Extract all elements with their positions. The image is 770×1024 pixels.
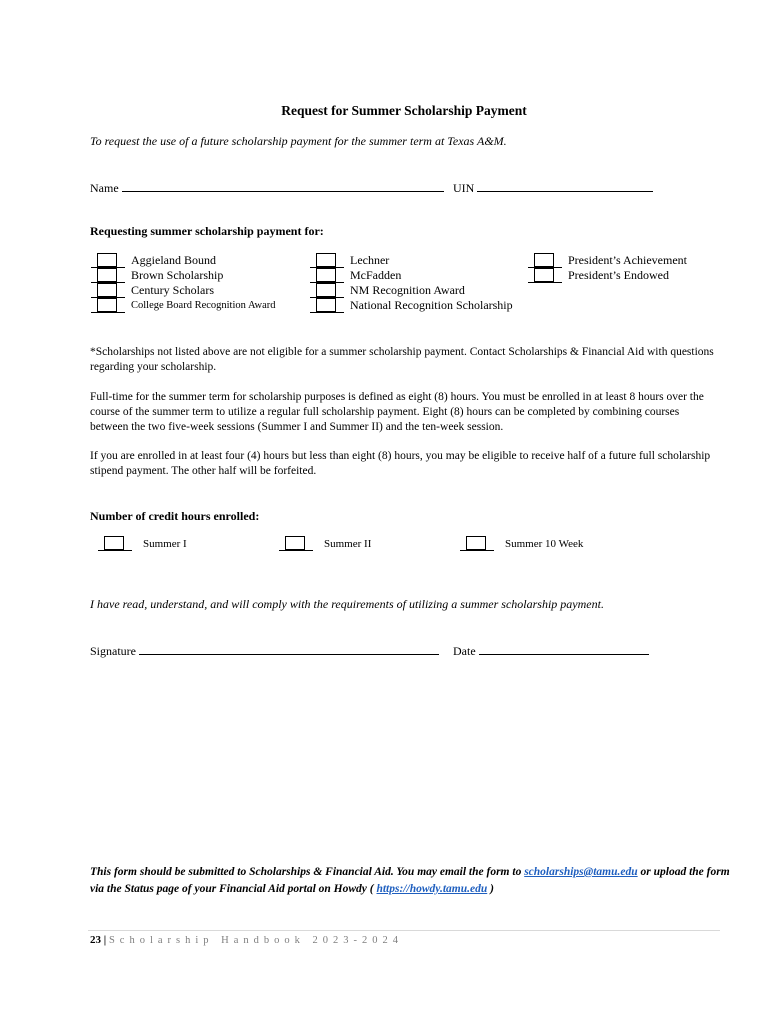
scholarship-option[interactable] bbox=[310, 268, 401, 283]
checkbox[interactable] bbox=[460, 536, 498, 551]
option-label: President’s Achievement bbox=[568, 253, 687, 267]
page-footer bbox=[90, 934, 403, 946]
date-label: Date bbox=[453, 644, 476, 658]
name-line[interactable] bbox=[122, 179, 444, 192]
checkbox[interactable] bbox=[528, 268, 562, 283]
handbook-title: Scholarship Handbook 2023-2024 bbox=[108, 935, 404, 946]
session-option[interactable] bbox=[98, 536, 187, 551]
option-label: President’s Endowed bbox=[568, 268, 669, 282]
checkbox[interactable] bbox=[528, 253, 562, 268]
uin-field[interactable] bbox=[453, 179, 653, 196]
not-listed-note: *Scholarships not listed above are not eligible for a summer scholarship payment. Contact Scholarships & Financial Aid with questions regarding your scholarship. bbox=[90, 346, 714, 373]
scholarship-option[interactable] bbox=[310, 283, 465, 298]
session-label: Summer 10 Week bbox=[505, 537, 584, 550]
session-label: Summer I bbox=[143, 537, 187, 550]
page-number: 23 bbox=[90, 934, 101, 946]
submit-text-3: ) bbox=[487, 883, 494, 895]
scholarship-option[interactable] bbox=[91, 283, 214, 298]
scholarship-option[interactable] bbox=[310, 298, 513, 313]
full-time-paragraph: Full-time for the summer term for scholarship purposes is defined as eight (8) hours. You must be enrolled in at least 8 hours over the course of the summer term to utilize a regular full scholarship payment. Eight (8) hours can be completed by combining courses between the two five-week sessions (Summer I and Summer II) and the ten-week session. bbox=[90, 391, 704, 433]
half-payment-paragraph: If you are enrolled in at least four (4) hours but less than eight (8) hours, you may be eligible to receive half of a future full scholarship stipend payment. The other half will be forfeited. bbox=[90, 450, 711, 477]
checkbox[interactable] bbox=[310, 253, 344, 268]
email-link[interactable]: scholarships@tamu.edu bbox=[524, 866, 638, 878]
option-label: College Board Recognition Award bbox=[131, 300, 276, 311]
option-label: Brown Scholarship bbox=[131, 268, 224, 282]
scholarship-option[interactable] bbox=[91, 268, 223, 283]
scholarships-heading: Requesting summer scholarship payment for: bbox=[90, 224, 324, 238]
session-option[interactable] bbox=[279, 536, 371, 551]
signature-label: Signature bbox=[90, 644, 136, 658]
uin-line[interactable] bbox=[477, 179, 653, 192]
uin-label: UIN bbox=[453, 181, 475, 195]
checkbox[interactable] bbox=[279, 536, 317, 551]
scholarship-option[interactable] bbox=[528, 253, 687, 268]
checkbox[interactable] bbox=[310, 298, 344, 313]
option-label: Lechner bbox=[350, 253, 390, 267]
scholarship-option[interactable] bbox=[310, 253, 389, 268]
checkbox[interactable] bbox=[310, 268, 344, 283]
submit-text-1: This form should be submitted to Scholarships & Financial Aid. You may email the form to bbox=[90, 866, 525, 878]
name-label: Name bbox=[90, 181, 119, 195]
option-label: Aggieland Bound bbox=[131, 253, 216, 267]
scholarship-option[interactable] bbox=[91, 298, 276, 313]
date-field[interactable] bbox=[453, 642, 649, 659]
page-title: Request for Summer Scholarship Payment bbox=[281, 103, 527, 118]
intro-text: To request the use of a future scholarship payment for the summer term at Texas A&M. bbox=[90, 134, 507, 148]
checkbox[interactable] bbox=[91, 298, 125, 313]
scholarship-option[interactable] bbox=[528, 268, 669, 283]
name-field[interactable] bbox=[90, 179, 444, 196]
signature-field[interactable] bbox=[90, 642, 439, 659]
scholarship-option[interactable] bbox=[91, 253, 216, 268]
checkbox[interactable] bbox=[310, 283, 344, 298]
option-label: National Recognition Scholarship bbox=[350, 298, 513, 312]
session-option[interactable] bbox=[460, 536, 583, 551]
credit-hours-heading: Number of credit hours enrolled: bbox=[90, 509, 260, 523]
session-label: Summer II bbox=[324, 537, 372, 550]
checkbox[interactable] bbox=[91, 283, 125, 298]
footer-separator: | bbox=[101, 934, 109, 946]
submit-text-2: or upload the form via the Status page of your Financial Aid portal on Howdy ( bbox=[90, 866, 730, 895]
acknowledgement-text: I have read, understand, and will comply with the requirements of utilizing a summer scholarship payment. bbox=[90, 597, 604, 611]
checkbox[interactable] bbox=[91, 253, 125, 268]
signature-line[interactable] bbox=[139, 642, 439, 655]
option-label: Century Scholars bbox=[131, 283, 214, 297]
checkbox[interactable] bbox=[98, 536, 136, 551]
date-line[interactable] bbox=[479, 642, 649, 655]
submission-instructions bbox=[90, 864, 730, 898]
option-label: McFadden bbox=[350, 268, 402, 282]
checkbox[interactable] bbox=[91, 268, 125, 283]
footer-divider bbox=[88, 930, 720, 931]
option-label: NM Recognition Award bbox=[350, 283, 465, 297]
howdy-link[interactable]: https://howdy.tamu.edu bbox=[376, 883, 488, 895]
